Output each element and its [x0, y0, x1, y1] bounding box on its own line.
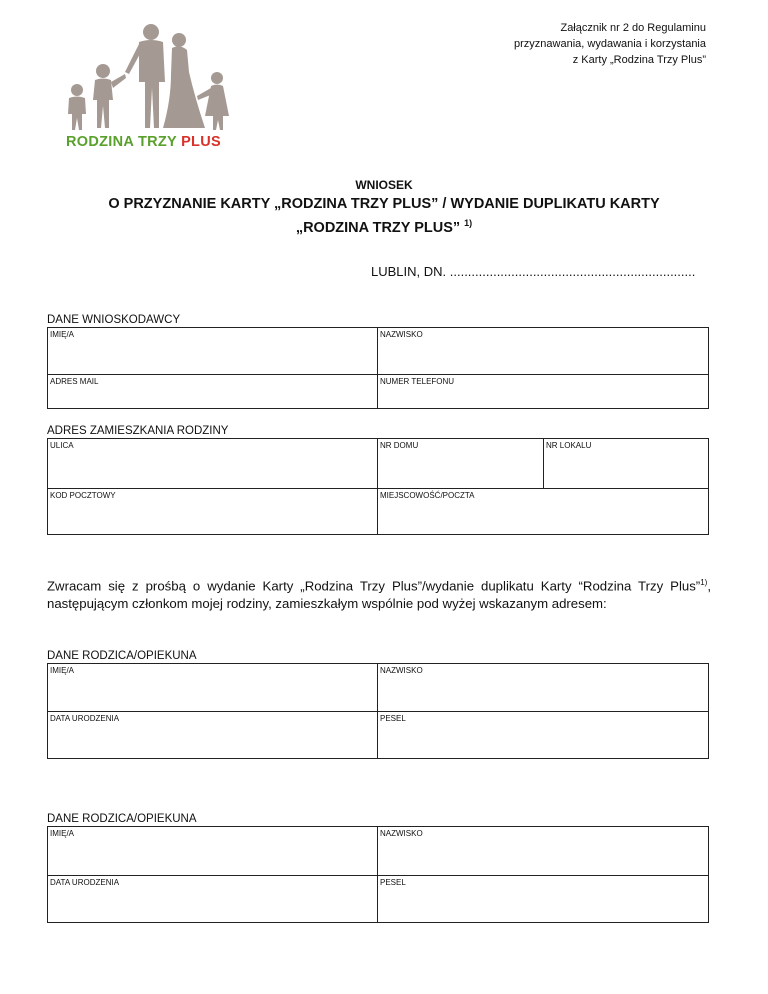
- parent-2-first-name-label: IMIĘ/A: [50, 829, 75, 838]
- logo-wordmark: [66, 134, 221, 150]
- parent-1-pesel-field[interactable]: [378, 712, 708, 758]
- flat-number-label: NR LOKALU: [546, 441, 592, 450]
- parent-2-section-title: DANE RODZICA/OPIEKUNA: [47, 813, 197, 825]
- parent-2-birth-date-label: DATA URODZENIA: [50, 878, 120, 887]
- request-text-1: Zwracam się z prośbą o wydanie Karty „Rodzina Trzy Plus”/wydanie duplikatu Karty “Rodzina Trzy Plus”: [47, 578, 701, 594]
- annex-line-3: z Karty „Rodzina Trzy Plus”: [572, 54, 706, 66]
- postal-code-field[interactable]: [48, 489, 377, 534]
- parent-2-pesel-field[interactable]: [378, 876, 708, 922]
- city-field[interactable]: [378, 489, 708, 534]
- applicant-section-title: DANE WNIOSKODAWCY: [47, 314, 181, 326]
- logo-word-green: RODZINA TRZY: [66, 134, 182, 150]
- parent-1-pesel-label: PESEL: [380, 714, 406, 723]
- parent-1-table: [47, 663, 709, 759]
- applicant-phone-field[interactable]: [378, 375, 708, 408]
- annex-note: [514, 20, 706, 68]
- applicant-last-name-label: NAZWISKO: [380, 330, 423, 339]
- street-field[interactable]: [48, 439, 377, 488]
- parent-2-last-name-label: NAZWISKO: [380, 829, 423, 838]
- flat-number-field[interactable]: [544, 439, 708, 488]
- parent-1-birth-date-label: DATA URODZENIA: [50, 714, 120, 723]
- applicant-first-name-field[interactable]: [48, 328, 377, 374]
- parent-2-first-name-field[interactable]: [48, 827, 377, 875]
- parent-2-table: [47, 826, 709, 923]
- applicant-last-name-field[interactable]: [378, 328, 708, 374]
- request-paragraph: [47, 574, 711, 613]
- place-date-line[interactable]: LUBLIN, DN. ....................................................................: [371, 264, 696, 279]
- parent-1-first-name-label: IMIĘ/A: [50, 666, 75, 675]
- street-label: ULICA: [50, 441, 74, 450]
- house-number-field[interactable]: [378, 439, 543, 488]
- applicant-table: [47, 327, 709, 409]
- parent-1-last-name-label: NAZWISKO: [380, 666, 423, 675]
- logo-word-red: PLUS: [181, 134, 221, 150]
- parent-2-last-name-field[interactable]: [378, 827, 708, 875]
- parent-1-birth-date-field[interactable]: [48, 712, 377, 758]
- annex-line-1: Załącznik nr 2 do Regulaminu: [560, 22, 706, 34]
- applicant-email-field[interactable]: [48, 375, 377, 408]
- applicant-first-name-label: IMIĘ/A: [50, 330, 75, 339]
- page-title: [0, 195, 768, 238]
- title-line-2-text: „RODZINA TRZY PLUS”: [295, 220, 461, 236]
- parent-1-section-title: DANE RODZICA/OPIEKUNA: [47, 650, 197, 662]
- parent-2-pesel-label: PESEL: [380, 878, 406, 887]
- parent-1-first-name-field[interactable]: [48, 664, 377, 711]
- house-number-label: NR DOMU: [380, 441, 419, 450]
- parent-1-last-name-field[interactable]: [378, 664, 708, 711]
- parent-2-birth-date-field[interactable]: [48, 876, 377, 922]
- address-section-title: ADRES ZAMIESZKANIA RODZINY: [47, 425, 229, 437]
- applicant-email-label: ADRES MAIL: [50, 377, 99, 386]
- city-label: MIEJSCOWOŚĆ/POCZTA: [380, 491, 475, 500]
- annex-line-2: przyznawania, wydawania i korzystania: [514, 38, 706, 50]
- form-type-label: WNIOSEK: [355, 178, 413, 192]
- title-line-2: [0, 214, 768, 238]
- postal-code-label: KOD POCZTOWY: [50, 491, 116, 500]
- applicant-phone-label: NUMER TELEFONU: [380, 377, 455, 386]
- title-footnote: 1): [464, 218, 473, 228]
- address-table: [47, 438, 709, 535]
- request-text-2: , następującym członkom mojej rodziny, zamieszkałym wspólnie pod wyżej wskazanym adresem:: [47, 578, 711, 612]
- title-line-1: O PRZYZNANIE KARTY „RODZINA TRZY PLUS” / WYDANIE DUPLIKATU KARTY: [108, 196, 660, 212]
- request-footnote: 1): [700, 578, 708, 587]
